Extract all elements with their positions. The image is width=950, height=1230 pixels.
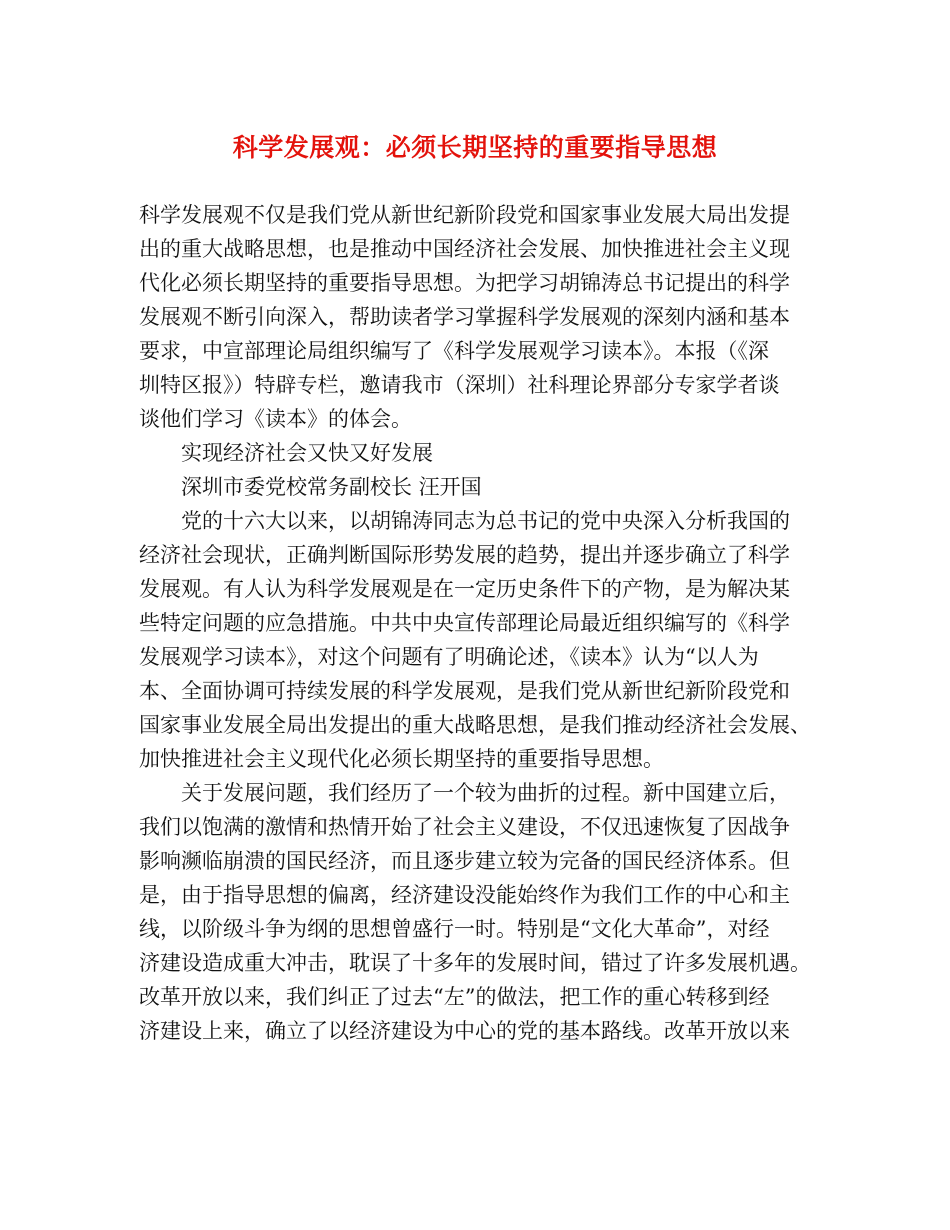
section-heading: 实现经济社会又快又好发展: [181, 441, 433, 465]
body-line: 些特定问题的应急措施。中共中央宣传部理论局最近组织编写的《科学: [139, 611, 790, 635]
body-line: 加快推进社会主义现代化必须长期坚持的重要指导思想。: [139, 747, 664, 771]
document-body: [139, 198, 829, 1048]
body-line: 济建设上来，确立了以经济建设为中心的党的基本路线。改革开放以来: [139, 1019, 790, 1043]
body-line: 发展观。有人认为科学发展观是在一定历史条件下的产物，是为解决某: [139, 577, 790, 601]
body-line: 国家事业发展全局出发提出的重大战略思想，是我们推动经济社会发展、: [139, 713, 811, 737]
body-line: 科学发展观不仅是我们党从新世纪新阶段党和国家事业发展大局出发提: [139, 203, 790, 227]
body-line: 是，由于指导思想的偏离，经济建设没能始终作为我们工作的中心和主: [139, 883, 790, 907]
body-line: 影响濒临崩溃的国民经济，而且逐步建立较为完备的国民经济体系。但: [139, 849, 790, 873]
body-line: 经济社会现状，正确判断国际形势发展的趋势，提出并逐步确立了科学: [139, 543, 790, 567]
body-line: 谈他们学习《读本》的体会。: [139, 407, 412, 431]
body-line: 代化必须长期坚持的重要指导思想。为把学习胡锦涛总书记提出的科学: [139, 271, 790, 295]
body-line: 发展观学习读本》，对这个问题有了明确论述，《读本》认为“以人为: [139, 645, 759, 669]
body-line: 济建设造成重大冲击，耽误了十多年的发展时间，错过了许多发展机遇。: [139, 951, 811, 975]
body-line: 圳特区报》）特辟专栏，邀请我市（深圳）社科理论界部分专家学者谈: [139, 373, 780, 397]
body-line: 我们以饱满的激情和热情开始了社会主义建设，不仅迅速恢复了因战争: [139, 815, 790, 839]
body-line: 要求，中宣部理论局组织编写了《科学发展观学习读本》。本报（《深: [139, 339, 769, 363]
author-byline: 深圳市委党校常务副校长 汪开国: [181, 475, 482, 499]
body-line: 出的重大战略思想，也是推动中国经济社会发展、加快推进社会主义现: [139, 237, 790, 261]
document-title: 科学发展观：必须长期坚持的重要指导思想: [232, 133, 718, 162]
body-line: 线，以阶级斗争为纲的思想曾盛行一时。特别是“文化大革命”，对经: [139, 917, 770, 941]
body-line: 改革开放以来，我们纠正了过去“左”的做法，把工作的重心转移到经: [139, 985, 770, 1009]
body-line: 本、全面协调可持续发展的科学发展观，是我们党从新世纪新阶段党和: [139, 679, 790, 703]
body-line: 关于发展问题，我们经历了一个较为曲折的过程。新中国建立后，: [181, 781, 790, 805]
body-line: 党的十六大以来，以胡锦涛同志为总书记的党中央深入分析我国的: [181, 509, 790, 533]
body-line: 发展观不断引向深入，帮助读者学习掌握科学发展观的深刻内涵和基本: [139, 305, 790, 329]
